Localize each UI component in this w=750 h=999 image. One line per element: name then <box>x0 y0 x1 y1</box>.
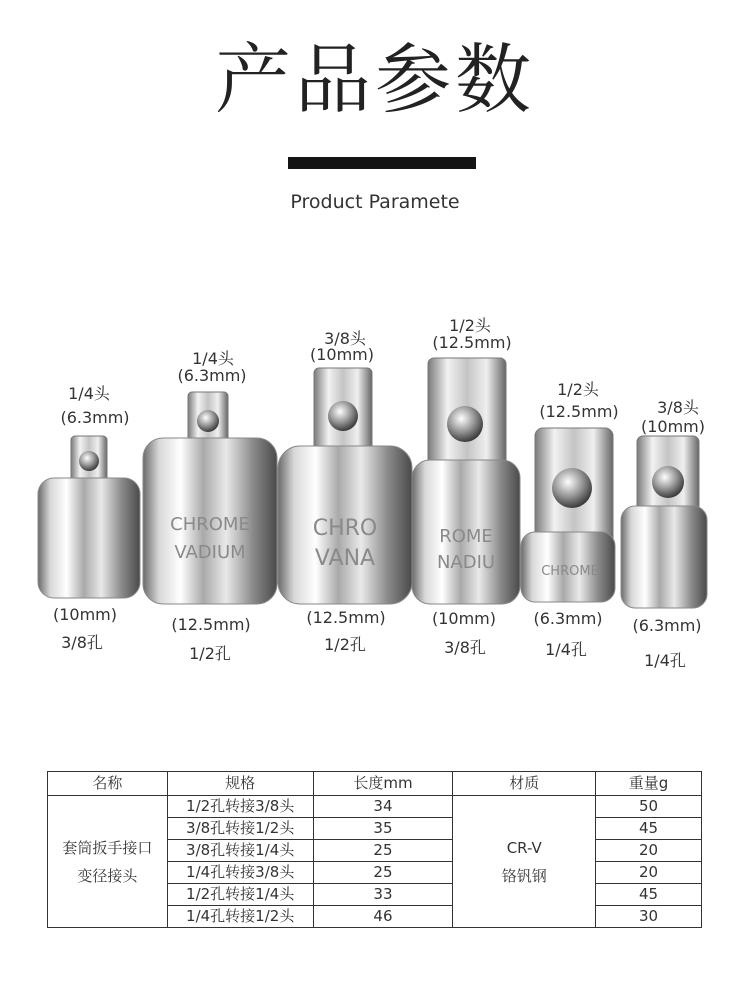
weight-cell: 45 <box>596 818 702 840</box>
table-row <box>48 796 702 818</box>
spec-cell: 1/2孔转接3/8头 <box>167 796 313 818</box>
svg-text:VANA: VANA <box>314 546 376 571</box>
weight-cell: 45 <box>596 884 702 906</box>
spec-cell: 1/4孔转接1/2头 <box>167 906 313 928</box>
adapter-4-image <box>412 358 520 604</box>
adapter-1-top-mm: (6.3mm) <box>60 408 130 427</box>
header-name: 名称 <box>48 772 168 796</box>
adapter-1-bottom-size: 3/8孔 <box>61 633 103 652</box>
spec-cell: 1/2孔转接1/4头 <box>167 884 313 906</box>
adapter-3-image <box>278 368 412 604</box>
svg-text:CHROME: CHROME <box>170 514 250 535</box>
length-cell: 35 <box>313 818 453 840</box>
length-cell: 46 <box>313 906 453 928</box>
length-cell: 25 <box>313 840 453 862</box>
adapter-3-top-size: 3/8头 <box>324 329 366 348</box>
spec-table-header-row <box>48 772 702 796</box>
adapter-2-image <box>143 392 277 604</box>
product-name-line2: 变径接头 <box>77 866 138 885</box>
product-name-line1: 套筒扳手接口 <box>62 838 153 857</box>
adapter-3-bottom-mm: (12.5mm) <box>306 608 386 627</box>
adapter-6-bottom-mm: (6.3mm) <box>632 616 702 635</box>
header-weight: 重量g <box>596 772 702 796</box>
header-spec: 规格 <box>167 772 313 796</box>
material-cell <box>453 796 596 928</box>
length-cell: 33 <box>313 884 453 906</box>
length-cell: 25 <box>313 862 453 884</box>
svg-text:CHRO: CHRO <box>312 516 378 541</box>
spec-cell: 3/8孔转接1/2头 <box>167 818 313 840</box>
adapter-5-bottom-size: 1/4孔 <box>545 640 587 659</box>
material-line2: 铬钒钢 <box>501 866 547 885</box>
adapter-1-bottom-mm: (10mm) <box>52 605 118 624</box>
weight-cell: 50 <box>596 796 702 818</box>
adapter-5-image <box>521 428 615 602</box>
page-subtitle: Product Paramete <box>290 191 460 213</box>
adapter-3-bottom-size: 1/2孔 <box>324 635 366 654</box>
adapter-6-bottom-size: 1/4孔 <box>644 651 686 670</box>
page-title: 产品参数 <box>215 35 535 124</box>
adapter-2-bottom-size: 1/2孔 <box>189 644 231 663</box>
weight-cell: 20 <box>596 862 702 884</box>
adapter-2-top-mm: (6.3mm) <box>177 366 247 385</box>
adapter-6-top-mm: (10mm) <box>640 417 706 436</box>
adapter-4-bottom-mm: (10mm) <box>431 609 497 628</box>
svg-text:ROME: ROME <box>439 526 493 547</box>
weight-cell: 30 <box>596 906 702 928</box>
adapter-4-top-size: 1/2头 <box>449 316 491 335</box>
spec-table <box>47 771 702 928</box>
adapter-5-top-mm: (12.5mm) <box>539 402 619 421</box>
adapter-5-top-size: 1/2头 <box>557 380 599 399</box>
spec-cell: 1/4孔转接3/8头 <box>167 862 313 884</box>
product-name-cell <box>48 796 168 928</box>
header-material: 材质 <box>453 772 596 796</box>
weight-cell: 20 <box>596 840 702 862</box>
svg-text:NADIU: NADIU <box>436 552 496 573</box>
svg-text:VADIUM: VADIUM <box>174 542 246 563</box>
adapter-2-bottom-mm: (12.5mm) <box>171 615 251 634</box>
adapter-4-top-mm: (12.5mm) <box>432 333 512 352</box>
svg-text:CHROME: CHROME <box>541 564 599 579</box>
adapter-2-top-size: 1/4头 <box>192 349 234 368</box>
adapter-4-bottom-size: 3/8孔 <box>444 638 486 657</box>
adapter-1-top-size: 1/4头 <box>68 384 110 403</box>
adapter-3-top-mm: (10mm) <box>309 345 375 364</box>
spec-cell: 3/8孔转接1/4头 <box>167 840 313 862</box>
header-length: 长度mm <box>313 772 453 796</box>
adapter-5-bottom-mm: (6.3mm) <box>533 609 603 628</box>
length-cell: 34 <box>313 796 453 818</box>
adapter-6-image <box>621 436 707 608</box>
adapter-1-image <box>38 436 140 598</box>
material-line1: CR-V <box>506 838 542 857</box>
adapter-6-top-size: 3/8头 <box>657 398 699 417</box>
title-underline-bar <box>288 157 476 169</box>
